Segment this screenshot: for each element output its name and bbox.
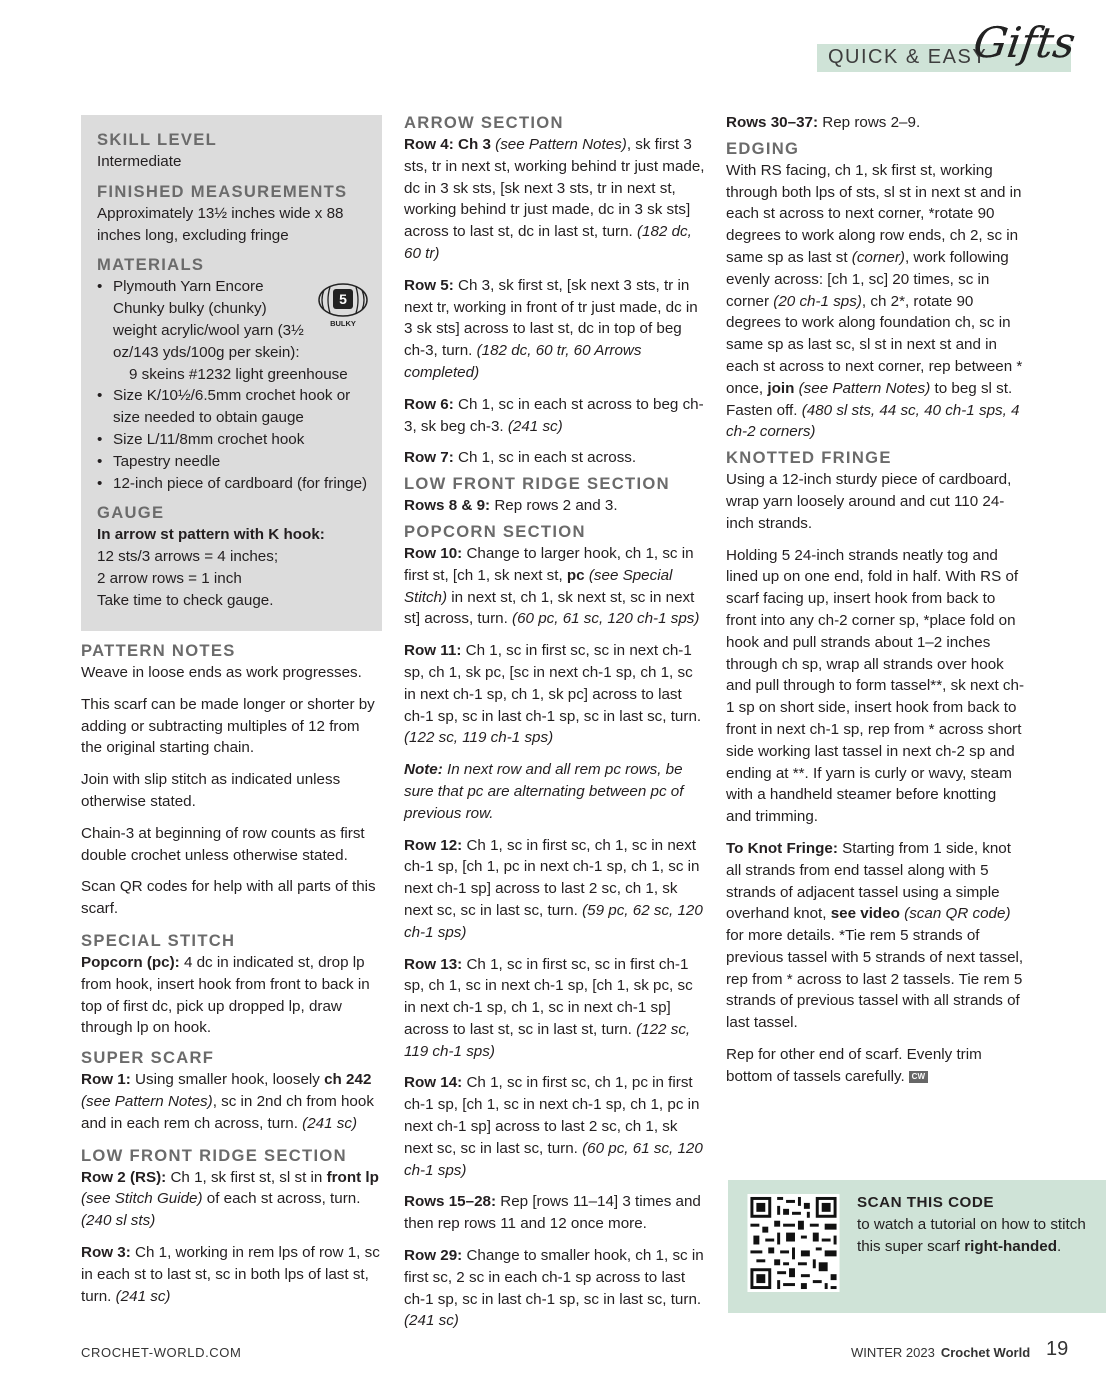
row-5 [404, 275, 706, 384]
knot-bold: see video [830, 905, 900, 923]
row-lead: Row 2 (RS): [81, 1168, 167, 1186]
row-text: Change to larger hook, ch 1, sc in first st, [ch 1, sk next st, [404, 544, 694, 584]
footer-issue [851, 1345, 1030, 1360]
note-lead: Note: [404, 761, 443, 779]
qr-period: . [1057, 1237, 1062, 1255]
row-text: in next st, ch 1, sk next st, sc in next st] across, turn. [404, 588, 695, 628]
section-script-title: Gifts [970, 18, 1079, 67]
row-14 [404, 1072, 706, 1181]
rows-8-9 [404, 495, 706, 517]
row-lead: Rows 15–28: [404, 1193, 497, 1211]
row-bold: pc [566, 566, 585, 584]
edging-text [726, 160, 1024, 443]
row-count: (241 sc) [302, 1114, 358, 1132]
note-paragraph [404, 759, 706, 824]
row-lead: Row 12: [404, 836, 463, 854]
column-3 [726, 112, 1024, 1098]
edging-count: (480 sl sts, 44 sc, 40 ch-1 sps, 4 ch-2 corners) [726, 401, 1020, 441]
special-stitch-lead: Popcorn (pc): [81, 953, 180, 971]
row-text: Ch 1, sk first st, sl st in [166, 1168, 327, 1186]
row-text: Ch 1, sc in each st across to beg ch-3, sk beg ch-3. [404, 395, 704, 435]
row-lead: Row 29: [404, 1247, 463, 1265]
row-lead: Rows 30–37: [726, 114, 819, 131]
row-lead: Row 14: [404, 1074, 463, 1092]
row-italic: (see Pattern Notes) [81, 1092, 213, 1110]
skill-level-value: Intermediate [97, 153, 182, 170]
edging-italic: (20 ch-1 sps) [773, 292, 862, 310]
edging-part: , work following evenly across: [ch 1, sc] 20 times, sc in corner [726, 248, 1009, 310]
row-text: Ch 1, working in rem lps of row 1, sc in each st to last st, sc in both lps of last st, turn. [81, 1243, 380, 1305]
row-lead: Row 13: [404, 955, 463, 973]
row-count: (240 sl sts) [81, 1212, 156, 1230]
gauge-line: 2 arrow rows = 1 inch [97, 569, 242, 587]
special-stitch-desc: 4 dc in indicated st, drop lp from hook, insert hook from front to back in top of first dc, pick up dropped lp, draw through lp on hook. [81, 953, 370, 1037]
knot-fringe-paragraph [726, 838, 1024, 1034]
row-text: Ch 1, sc in first sc, ch 1, sc in next ch-1 sp, [ch 1, pc in next ch-1 sp, ch 1, sc in next ch-1 sp] across to last 2 sc, ch 1, sk next sc, sc in last sc, turn. [404, 836, 700, 919]
row-6 [404, 394, 706, 438]
end-mark-icon: CW [909, 1071, 928, 1083]
row-text: of each st across, turn. [202, 1190, 361, 1208]
row-text: Rep [rows 11–14] 3 times and then rep rows 11 and 12 once more. [404, 1193, 701, 1233]
row-text: Change to smaller hook, ch 1, sc in first sc, 2 sc in each ch-1 sp across to last ch-1 sp, sc in last ch-1 sp, sc in last sc, turn. [404, 1247, 704, 1308]
row-12 [404, 835, 706, 944]
finished-heading: FINISHED MEASUREMENTS [97, 181, 348, 201]
row-4 [404, 134, 706, 265]
knot-text: for more details. *Tie rem 5 strands of previous tassel with 5 strands of next tassel, rep from * across to last 2 tassels. Tie rem 5 strands of previous tassel with all strands of last tassel. [726, 927, 1024, 1032]
qr-bold: right-handed [964, 1237, 1058, 1255]
low-front-ridge-heading: LOW FRONT RIDGE SECTION [81, 1145, 347, 1165]
edging-bold: join [767, 379, 795, 397]
row-count: (122 sc, 119 ch-1 sps) [404, 729, 554, 747]
row-lead: Row 11: [404, 642, 462, 660]
row-count: (122 sc, 119 ch-1 sps) [404, 1020, 691, 1060]
row-count: (182 dc, 60 tr) [404, 223, 692, 262]
yarn-weight-icon [316, 282, 370, 330]
row-lead: Row 1: [81, 1071, 131, 1089]
fringe-paragraph: Holding 5 24-inch strands neatly tog and lined up on one end, fold in half. With RS of scarf facing up, insert hook from back to front into any ch-2 corner sp, *place fold on hook and pull strands about 1–2 inches through ch sp, wrap all strands over hook and pull through to form tassel**, sk next ch-1 sp on short side, insert hook from back to front in next ch-1 sp, rep from * across short side working last tassel in next ch-2 sp and ending at **. If yarn is curly or wavy, steam with a handheld steamer before knotting and trimming. [726, 546, 1024, 826]
pattern-notes-heading: PATTERN NOTES [81, 641, 236, 660]
low-front-ridge-heading-2: LOW FRONT RIDGE SECTION [404, 474, 670, 494]
row-text: Ch 3, sk first st, [sk next 3 sts, tr in next tr, working in front of tr just made, dc in 3 sk sts] across to last st, dc in top of beg ch-3, turn. [404, 276, 698, 360]
row-italic: (see Pattern Notes) [490, 136, 627, 153]
material-item: • Size K/10½/6.5mm crochet hook or size needed to obtain gauge [97, 385, 372, 429]
row-text: Rep rows 2–9. [818, 114, 921, 131]
magazine-name: Crochet World [940, 1345, 1031, 1360]
row-count: (59 pc, 62 sc, 120 ch-1 sps) [404, 901, 703, 941]
yarn-weight-number: 5 [339, 291, 347, 307]
row-count: (241 sc) [404, 1312, 459, 1330]
row-text: , sc in 2nd ch from hook and in each rem ch across, turn. [81, 1092, 374, 1132]
note-paragraph: This scarf can be made longer or shorter by adding or subtracting multiples of 12 from the original starting chain. [81, 695, 375, 757]
special-stitch-text [81, 952, 383, 1039]
row-2 [81, 1167, 383, 1232]
issue-date: WINTER 2023 [851, 1345, 935, 1360]
rows-15-28 [404, 1191, 706, 1235]
row-text: Ch 1, sc in first sc, ch 1, pc in first ch-1 sp, [ch 1, sc in next ch-1 sp, ch 1, pc in next ch-1 sp] across to last 2 sc, ch 1, sk next sc, sc in last sc, turn. [404, 1074, 700, 1157]
row-count: (60 pc, 61 sc, 120 ch-1 sps) [512, 610, 700, 628]
fringe-paragraph: Using a 12-inch sturdy piece of cardboard, wrap yarn loosely around and cut 110 24-inch strands. [726, 471, 1012, 532]
page-number: 19 [1046, 1338, 1069, 1360]
skill-level-heading: SKILL LEVEL [97, 130, 218, 149]
knotted-fringe-heading: KNOTTED FRINGE [726, 448, 892, 468]
note-text: In next row and all rem pc rows, be sure that pc are alternating between pc of previous row. [404, 761, 684, 822]
rows-30-37 [726, 112, 1024, 134]
material-yarn: Plymouth Yarn Encore Chunky bulky (chunky) weight acrylic/wool yarn (3½ oz/143 yds/100g per skein): [113, 278, 304, 361]
note-paragraph: Weave in loose ends as work progresses. [81, 664, 362, 681]
gauge-line: Take time to check gauge. [97, 591, 274, 609]
edging-part: to beg sl st. Fasten off. [726, 379, 1013, 419]
gauge-line: 12 sts/3 arrows = 4 inches; [97, 548, 279, 566]
row-13 [404, 954, 706, 1063]
qr-code-icon[interactable] [747, 1194, 840, 1292]
final-paragraph [726, 1044, 1024, 1088]
row-text: , sk first 3 sts, tr in next st, working behind tr just made, dc in 3 sk sts, [sk next 3 sts, tr in next st, working behind tr just made, dc in 3 sk sts] across to last st, dc in last st, turn. [404, 136, 705, 241]
row-lead: Row 5: [404, 276, 454, 294]
qr-text [857, 1192, 1087, 1257]
row-text: Using smaller hook, loosely [130, 1071, 325, 1089]
row-29 [404, 1245, 706, 1332]
row-11 [404, 640, 706, 749]
row-count: (241 sc) [115, 1287, 171, 1305]
gauge-lead: In arrow st pattern with K hook: [97, 526, 325, 544]
column-2 [404, 112, 706, 1342]
column-1 [81, 640, 383, 1317]
row-lead: Row 3: [81, 1243, 131, 1261]
row-italic: (see Special Stitch) [404, 566, 673, 606]
knot-text: Starting from 1 side, knot all strands from end tassel along with 5 strands of adjacent tassel using a simple overhand knot, [726, 839, 1011, 923]
row-bold: front lp [326, 1168, 379, 1186]
note-paragraph: Join with slip stitch as indicated unless otherwise stated. [81, 771, 341, 810]
row-lead: Row 10: [404, 544, 463, 562]
row-7 [404, 447, 706, 469]
special-stitch-heading: SPECIAL STITCH [81, 930, 236, 950]
gauge-heading: GAUGE [97, 503, 165, 523]
qr-description: to watch a tutorial on how to stitch this super scarf [857, 1215, 1086, 1255]
knot-lead: To Knot Fringe: [726, 839, 838, 857]
row-italic: (see Stitch Guide) [81, 1190, 203, 1208]
note-paragraph: Chain-3 at beginning of row counts as first double crochet unless otherwise stated. [81, 824, 365, 864]
row-count: (182 dc, 60 tr, 60 Arrows completed) [404, 342, 642, 381]
arrow-section-heading: ARROW SECTION [404, 113, 564, 132]
edging-italic: (see Pattern Notes) [794, 379, 931, 397]
section-label: QUICK & EASY [828, 46, 988, 68]
note-paragraph: Scan QR codes for help with all parts of this scarf. [81, 878, 376, 918]
footer-website: CROCHET-WORLD.COM [81, 1345, 242, 1360]
qr-title: SCAN THIS CODE [857, 1194, 994, 1211]
material-yarn-sub: 9 skeins #1232 light greenhouse [129, 365, 348, 383]
row-lead: Rows 8 & 9: [404, 497, 491, 515]
row-1 [81, 1069, 383, 1134]
row-10 [404, 543, 706, 630]
row-lead: Row 6: [404, 395, 454, 413]
finished-value: Approximately 13½ inches wide x 88 inches long, excluding fringe [97, 204, 344, 244]
materials-heading: MATERIALS [97, 255, 205, 275]
edging-heading: EDGING [726, 138, 800, 158]
row-count: (241 sc) [507, 417, 563, 435]
yarn-weight-label: BULKY [330, 319, 356, 328]
row-text: Rep rows 2 and 3. [490, 497, 618, 515]
row-text: Ch 1, sc in first sc, sc in first ch-1 sp, ch 1, sc in next ch-1 sp, [ch 1, sk pc, sc in next ch-1 sp, ch 1, sc in next ch-1 sp] across to last st, sc in last st, turn. [404, 955, 693, 1038]
knot-italic: (scan QR code) [899, 905, 1011, 923]
row-count: (60 pc, 61 sc, 120 ch-1 sps) [404, 1139, 703, 1179]
row-3 [81, 1242, 383, 1307]
edging-part: , ch 2*, rotate 90 degrees to work along foundation ch, sc in same sp as last sc, sl st in next st and in each st across to next corner, rep between * once, [726, 292, 1023, 397]
final-text: Rep for other end of scarf. Evenly trim bottom of tassels carefully. [726, 1046, 982, 1085]
material-item: • Tapestry needle [97, 451, 372, 473]
row-text: Ch 1, sc in each st across. [453, 449, 637, 467]
material-item: • 12-inch piece of cardboard (for fringe) [97, 473, 372, 495]
material-item: • Size L/11/8mm crochet hook [97, 429, 372, 451]
row-text: Ch 1, sc in first sc, sc in next ch-1 sp, ch 1, sk pc, [sc in next ch-1 sp, ch 1, sc in next ch-1 sp, ch 1, sk pc] across to last ch-1 sp, sc in last ch-1 sp, sc in last sc, turn. [404, 642, 702, 725]
row-bold: ch 242 [324, 1071, 372, 1089]
edging-italic: (corner) [851, 248, 905, 266]
info-box [81, 115, 382, 631]
super-scarf-heading: SUPER SCARF [81, 1048, 215, 1068]
row-lead: Row 4: Ch 3 [404, 136, 491, 153]
row-lead: Row 7: [404, 449, 454, 467]
popcorn-section-heading: POPCORN SECTION [404, 521, 586, 541]
edging-part: With RS facing, ch 1, sk first st, working through both lps of sts, sl st in next st and in each st across to next corner, *rotate 90 degrees to work along row ends, ch 2, sc in same sp as last st [726, 161, 1022, 266]
